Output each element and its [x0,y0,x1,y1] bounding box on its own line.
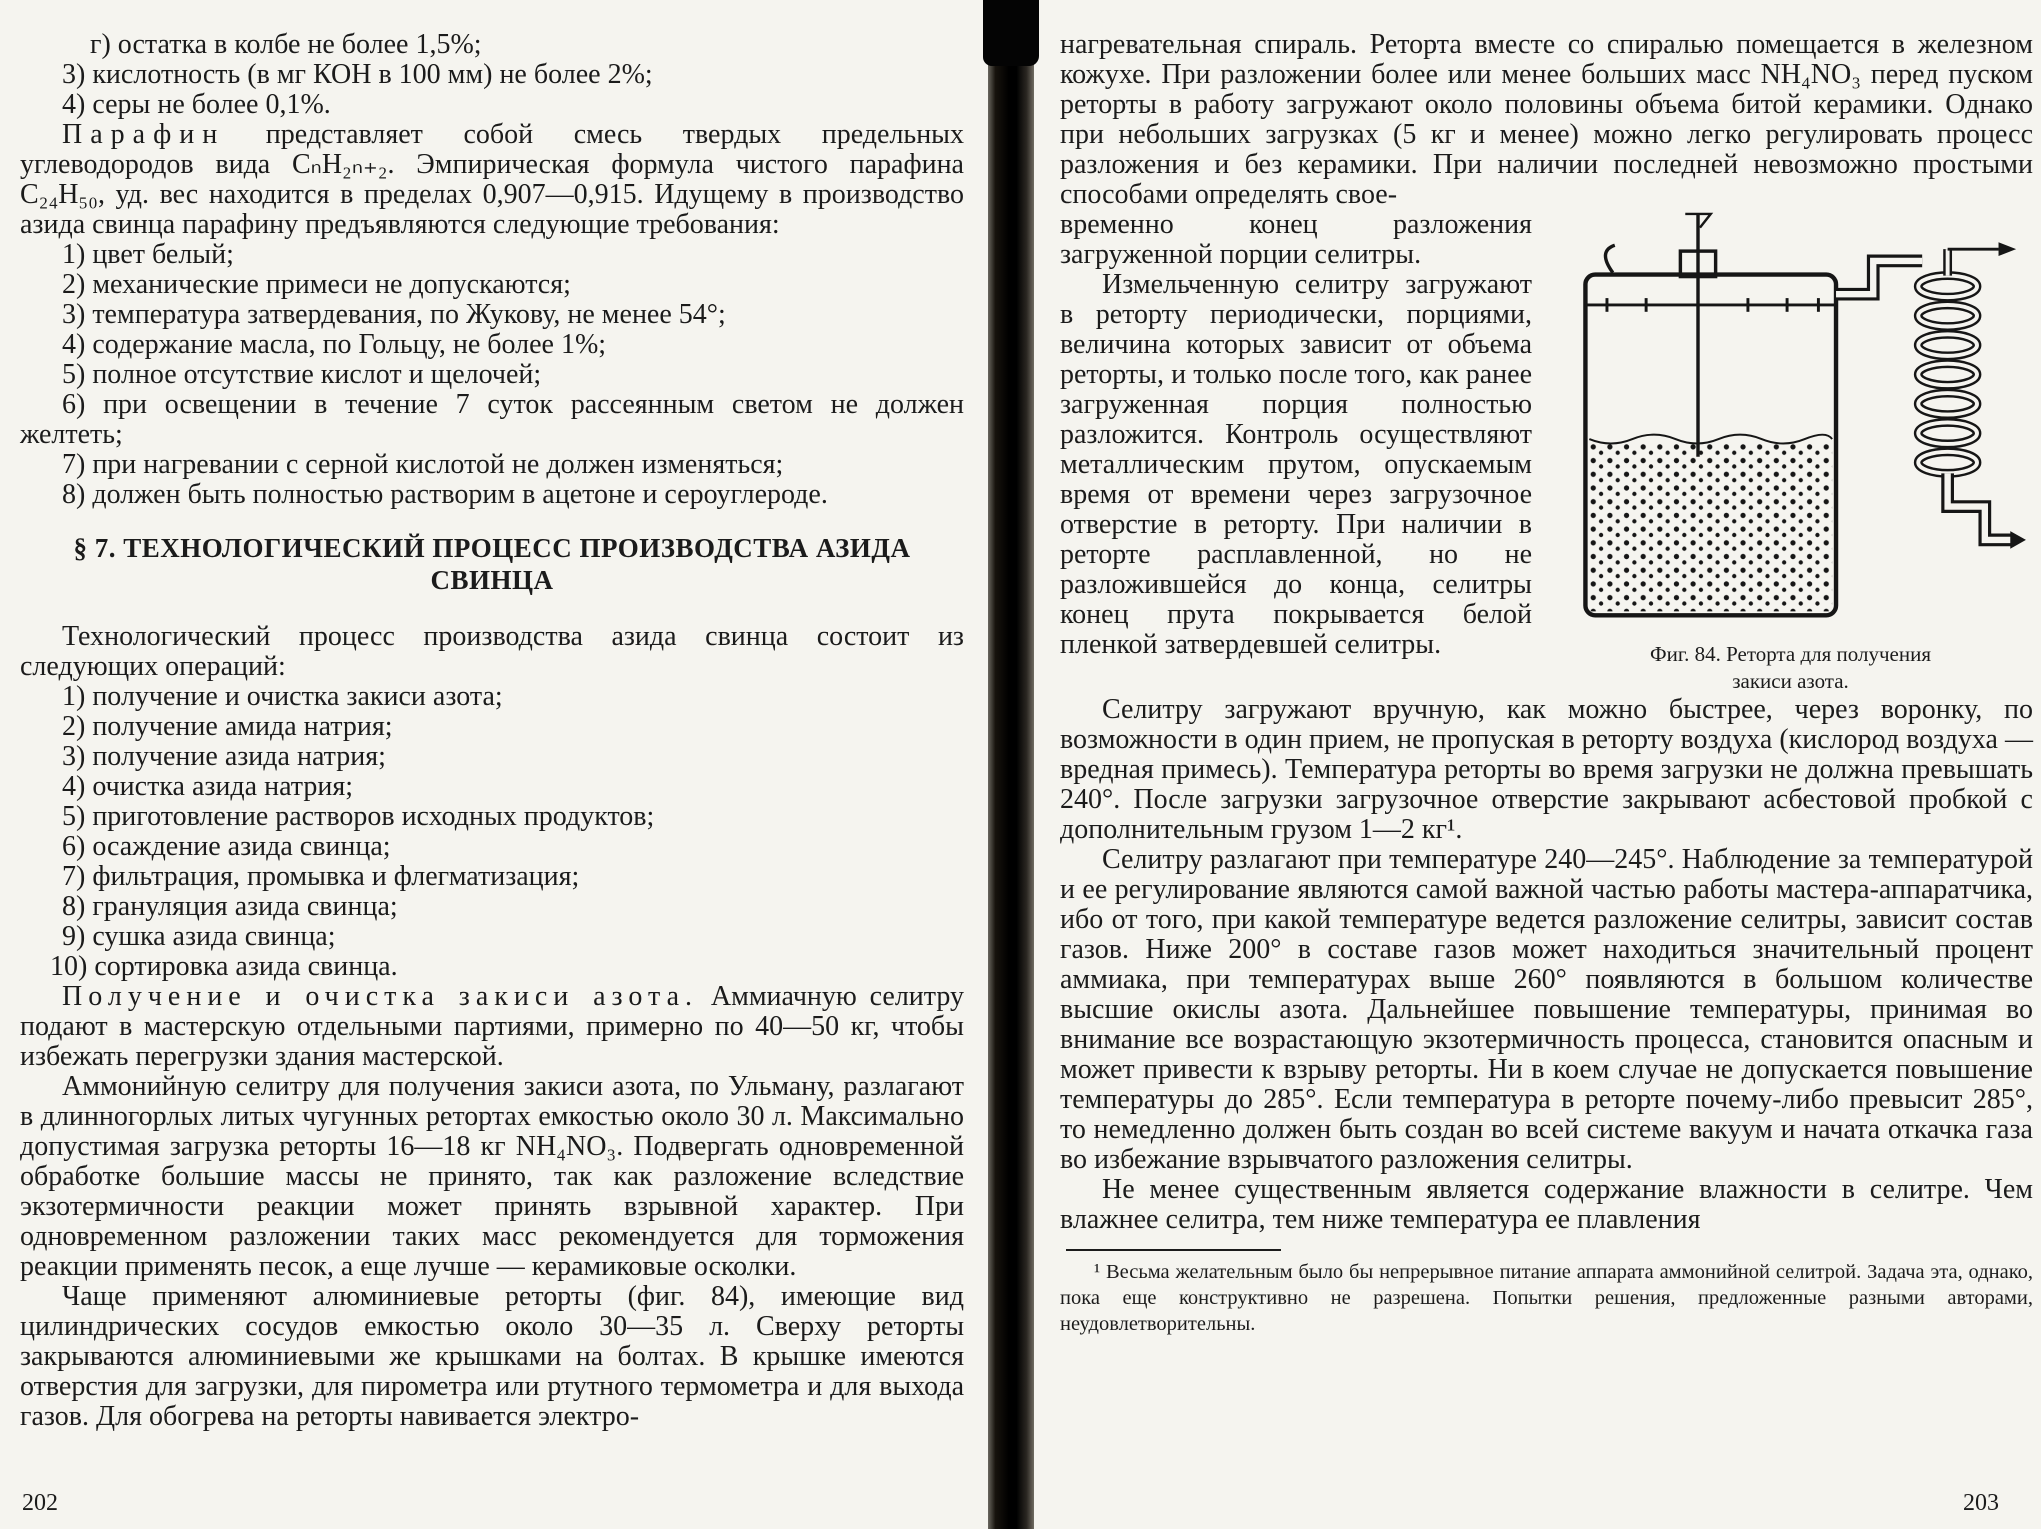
paragraph-poluchenie: Получение и очистка закиси азота. Аммиачную селитру подают в мастерскую отдельными партиями, примерно по 40—50 кг, чтобы избежать перегрузки здания мастерской. [20,981,964,1072]
list-item: 9) сушка азида свинца; [62,921,336,952]
list-item: 3) температура затвердевания, по Жукову, не менее 54°; [62,299,726,330]
footnote-text: ¹ Весьма желательным было бы непрерывное питание аппарата аммонийной селитрой. Задача эта, однако, пока еще конструктивно не разрешена. Попытки решения, предложенные разными авторами, неудовлетворительны. [1060,1261,2033,1335]
spaced-run-in-heading: Получение и очистка закиси азота. [62,981,699,1012]
footnote-rule [1066,1249,1281,1251]
paragraph-moisture: Не менее существенным является содержание влажности в селитре. Чем влажнее селитра, тем ниже температура ее плавления [1060,1174,2033,1235]
paragraph-decomposition: Селитру разлагают при температуре 240—245°. Наблюдение за температурой и ее регулирование являются самой важной частью работы мастера-аппаратчика, ибо от того, при какой температуре ведется разложение селитры, зависит состав газов. Ниже 200° в составе газов может находиться значительный процент аммиака, при температурах выше 260° появляются в большом количестве высшие окислы азота. Дальнейшее повышение температуры, принимая во внимание все возрастающую экзотермичность процесса, становится опасным и может привести к взрыву реторты. Ни в коем случае не допускается повышение температуры до 285°. Если температура в реторте почему-либо превысит 285°, то немедленно должен быть создан во всей системе вакуум и начата откачка газа во избежание взрывчатого разложения селитры. [1060,844,2033,1175]
list-item: 8) грануляция азида свинца; [62,891,398,922]
figure-caption: Фиг. 84. Реторта для получения закиси азота. [1650,642,1931,693]
list-item: 7) при нагревании с серной кислотой не должен изменяться; [62,449,784,480]
gas-pipe [1836,261,1922,294]
list-item: 4) содержание масла, по Гольцу, не более 1%; [62,329,607,360]
list-item: 8) должен быть полностью растворим в ацетоне и сероуглероде. [62,479,828,510]
spaced-term: Парафин [62,119,226,150]
list-item: 6) при освещении в течение 7 суток рассеянным светом не должен желтеть; [20,389,964,450]
list-item: 5) полное отсутствие кислот и щелочей; [62,359,542,390]
page-number-right: 203 [1963,1490,1999,1516]
list-item: 2) получение амида натрия; [62,711,393,742]
list-item: 5) приготовление растворов исходных продуктов; [62,801,655,832]
list-item: 2) механические примеси не допускаются; [62,269,571,300]
list-item: 10) сортировка азида свинца. [50,951,398,982]
binding-ink-blob [983,0,1039,66]
granule-fill [1589,435,1832,612]
gas-flow-arrow-icon [1947,242,2016,275]
figure-retort [1548,210,2033,695]
list-item: г) остатка в колбе не более 1,5%; [90,29,482,60]
paragraph-paraffin: Парафин представляет собой смесь твердых предельных углеводородов вида CₙH₂ₙ₊₂. Эмпирическая формула чистого парафина C₂₄H₅₀, уд. вес находится в пределах 0,907—0,915. Идущему в производство азида свинца парафину предъявляются следующие требования: [20,119,964,240]
list-item: 1) получение и очистка закиси азота; [62,681,503,712]
list-item: 3) кислотность (в мг КОН в 100 мм) не более 2%; [62,59,653,90]
list-item: 4) серы не более 0,1%. [62,89,331,120]
lid-lug-icon [1605,245,1614,272]
paragraph-intro: Технологический процесс производства азида свинца состоит из следующих операций: [20,621,964,682]
section-heading: § 7. ТЕХНОЛОГИЧЕСКИЙ ПРОЦЕСС ПРОИЗВОДСТВА АЗИДА СВИНЦА [73,533,911,595]
retort-diagram [1556,210,2026,628]
paragraph-retorts: Чаще применяют алюминиевые реторты (фиг. 84), имеющие вид цилиндрических сосудов емкостью около 30—35 л. Сверху реторты закрываются алюминиевыми же крышками на болтах. В крышке имеются отверстия для загрузки, для пирометра или ртутного термометра и для выхода газов. Для обогрева на реторты навивается электро- [20,1281,964,1432]
page-number-left: 202 [22,1490,58,1516]
paragraph-top: нагревательная спираль. Реторта вместе со спиралью помещается в железном кожухе. При разложении более или менее больших масс NH₄NO₃ перед пуском реторты в работу загружают около половины объема битой керамики. Однако при небольших загрузках (5 кг и менее) можно легко регулировать процесс разложения и без керамики. При наличии последней невозможно простыми способами определять свое- [1060,29,2033,210]
list-item: 6) осаждение азида свинца; [62,831,391,862]
list-item: 3) получение азида натрия; [62,741,386,772]
narrow-text-column [1060,210,1532,660]
text-figure-row [1060,210,2033,695]
outlet-pipe [1947,473,2025,548]
paragraph-izmelchennuyu: Измельченную селитру загружают в реторту периодически, порциями, величина которых зависит от объема реторты, и только после того, как ранее загруженная порция полностью разложится. Контроль осуществляют металлическим прутом, опускаемым время от времени через загрузочное отверстие в реторту. При наличии в реторте расплавленной, но не разложившейся до конца, селитры конец прута покрывается белой пленкой затвердевшей селитры. [1060,269,1532,660]
page-right [1034,0,2041,1529]
paragraph-loading: Селитру загружают вручную, как можно быстрее, через воронку, по возможности в один прием, не пропуская в реторту воздуха (кислород воздуха — вредная примесь). Температура реторты во время загрузки не должна превышать 240°. После загрузки загрузочное отверстие закрывают асбестовой пробкой с дополнительным грузом 1—2 кг¹. [1060,694,2033,845]
list-item: 7) фильтрация, промывка и флегматизация; [62,861,580,892]
page-left [0,0,988,1529]
list-item: 4) очистка азида натрия; [62,771,353,802]
binding-gutter [988,0,1034,1529]
spiral-condenser-icon [1918,276,1977,474]
list-item: 1) цвет белый; [62,239,234,270]
paragraph-ammonium: Аммонийную селитру для получения закиси азота, по Ульману, разлагают в длинногорлых литых чугунных ретортах емкостью около 30 л. Максимально допустимая загрузка реторты 16—18 кг NH₄NO₃. Подвергать одновременной обработке большие массы не принято, так как разложение вследствие экзотермичности реакции может принять взрывной характер. При одновременном разложении таких масс рекомендуется для торможения реакции применять песок, а еще лучше — керамиковые осколки. [20,1071,964,1282]
paragraph-wrap-continuation: временно конец разложения загруженной порции селитры. [1060,209,1532,270]
